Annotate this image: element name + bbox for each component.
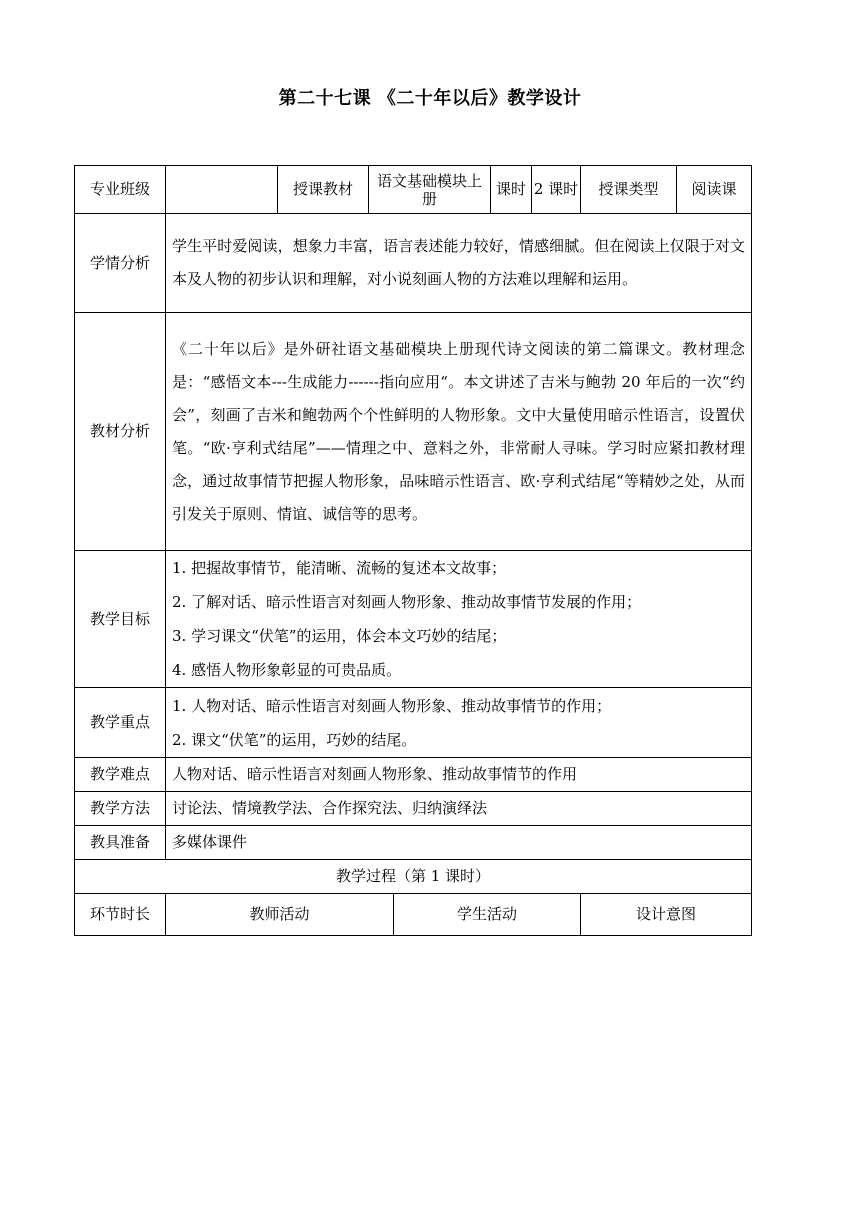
objective-item: 4. 感悟人物形象彰显的可贵品质。 [172,661,402,679]
difficulties-row [75,758,752,792]
key-point-item: 2. 课文“伏笔”的运用，巧妙的结尾。 [172,730,417,749]
process-column-header: 教师活动 [166,894,394,936]
lesson-plan-table [74,165,752,936]
hours-value: 2 课时 [532,166,581,214]
objective-item: 1. 把握故事情节，能清晰、流畅的复述本文故事； [172,559,507,577]
difficulties-text: 人物对话、暗示性语言对刻画人物形象、推动故事情节的作用 [166,758,752,792]
textbook-label: 授课教材 [278,166,369,214]
student-analysis-text: 学生平时爱阅读，想象力丰富，语言表述能力较好，情感细腻。但在阅读上仅限于对文本及人物的初步认识和理解，对小说刻画人物的方法难以理解和运用。 [166,214,752,313]
process-column-header: 设计意图 [581,894,752,936]
material-analysis-row [75,313,752,551]
key-points-label: 教学重点 [75,688,166,758]
objectives-label: 教学目标 [75,551,166,688]
tools-label: 教具准备 [75,826,166,860]
process-column-header: 学生活动 [394,894,581,936]
process-columns-row [75,894,752,936]
key-points-row [75,688,752,758]
student-analysis-label: 学情分析 [75,214,166,313]
difficulties-label: 教学难点 [75,758,166,792]
header-row [75,166,752,214]
type-value: 阅读课 [677,166,752,214]
page-title: 第二十七课 《二十年以后》教学设计 [278,88,582,109]
process-heading: 教学过程（第 1 课时） [75,860,752,894]
objectives-row [75,551,752,688]
material-analysis-label: 教材分析 [75,313,166,551]
class-label: 专业班级 [75,166,166,214]
tools-row [75,826,752,860]
methods-label: 教学方法 [75,792,166,826]
key-point-item: 1. 人物对话、暗示性语言对刻画人物形象、推动故事情节的作用； [172,696,612,715]
objective-item: 2. 了解对话、暗示性语言对刻画人物形象、推动故事情节发展的作用； [172,593,642,611]
objectives-list [166,551,752,688]
textbook-value: 语文基础模块上册 [369,166,491,214]
process-column-header: 环节时长 [75,894,166,936]
material-analysis-text: 《二十年以后》是外研社语文基础模块上册现代诗文阅读的第二篇课文。教材理念是：“感悟文本---生成能力------指向应用“。本文讲述了吉米与鲍勃 20 年后的一次“约会”，刻画了吉米和鲍勃两个个性鲜明的人物形象。文中大量使用暗示性语言，设置伏笔。“欧·亨利式结尾”——情理之中、意料之外，非常耐人寻味。学习时应紧扣教材理念，通过故事情节把握人物形象，品味暗示性语言、欧·亨利式结尾“等精妙之处，从而引发关于原则、情谊、诚信等的思考。 [166,313,752,551]
methods-text: 讨论法、情境教学法、合作探究法、归纳演绎法 [166,792,752,826]
process-heading-row [75,860,752,894]
tools-text: 多媒体课件 [166,826,752,860]
student-analysis-row [75,214,752,313]
key-points-list [166,688,752,758]
hours-label: 课时 [491,166,532,214]
class-value [166,166,278,214]
type-label: 授课类型 [581,166,677,214]
methods-row [75,792,752,826]
objective-item: 3. 学习课文“伏笔”的运用，体会本文巧妙的结尾； [172,627,507,645]
